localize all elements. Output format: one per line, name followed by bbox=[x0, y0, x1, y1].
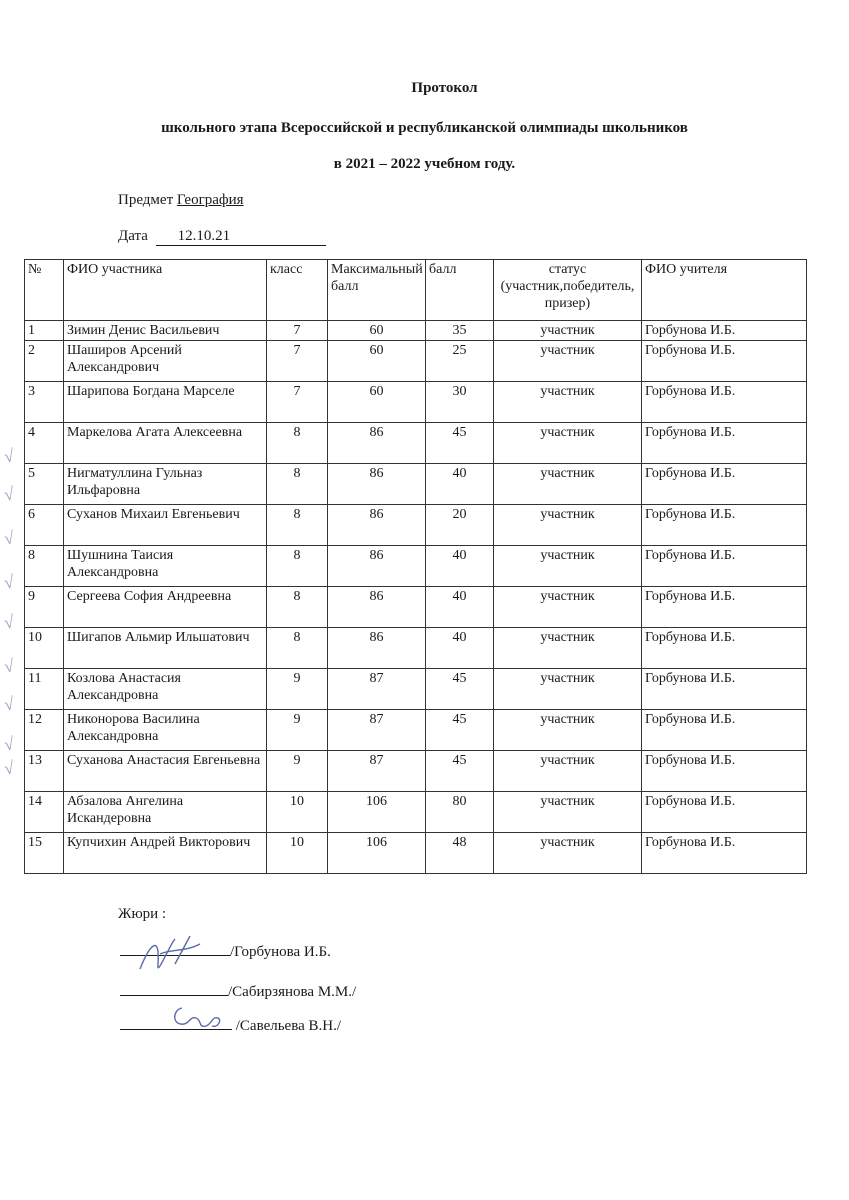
table-cell: 45 bbox=[426, 710, 494, 751]
academic-year: в 2021 – 2022 учебном году. bbox=[333, 156, 516, 172]
jury-member: /Савельева В.Н./ bbox=[235, 1018, 342, 1034]
table-cell: Горбунова И.Б. bbox=[642, 587, 807, 628]
column-header: балл bbox=[426, 260, 494, 321]
table-cell: Горбунова И.Б. bbox=[642, 833, 807, 874]
table-cell: Горбунова И.Б. bbox=[642, 792, 807, 833]
table-cell: Шушнина Таисия Александровна bbox=[64, 546, 267, 587]
table-cell: 8 bbox=[267, 423, 328, 464]
column-header: № bbox=[25, 260, 64, 321]
table-cell: Горбунова И.Б. bbox=[642, 382, 807, 423]
jury-member: /Сабирзянова М.М./ bbox=[228, 984, 357, 1000]
table-cell: 8 bbox=[267, 505, 328, 546]
column-header: Максимальный балл bbox=[328, 260, 426, 321]
date-value: 12.10.21 bbox=[156, 228, 326, 246]
check-mark: √ bbox=[2, 693, 16, 715]
table-cell: 60 bbox=[328, 382, 426, 423]
table-cell: 106 bbox=[328, 792, 426, 833]
table-cell: 9 bbox=[267, 669, 328, 710]
table-cell: 86 bbox=[328, 587, 426, 628]
table-cell: Купчихин Андрей Викторович bbox=[64, 833, 267, 874]
check-mark: √ bbox=[2, 655, 16, 677]
table-cell: 87 bbox=[328, 751, 426, 792]
table-cell: Зимин Денис Васильевич bbox=[64, 321, 267, 341]
signature-3-image bbox=[168, 998, 228, 1034]
table-cell: Горбунова И.Б. bbox=[642, 546, 807, 587]
table-row bbox=[25, 321, 807, 341]
table-cell: Горбунова И.Б. bbox=[642, 669, 807, 710]
table-cell: участник bbox=[494, 464, 642, 505]
table-row bbox=[25, 464, 807, 505]
table-cell: 8 bbox=[267, 464, 328, 505]
column-header: ФИО участника bbox=[64, 260, 267, 321]
check-mark: √ bbox=[2, 611, 16, 633]
table-row bbox=[25, 382, 807, 423]
table-row bbox=[25, 792, 807, 833]
signature-1-image bbox=[130, 924, 210, 984]
table-cell: 86 bbox=[328, 546, 426, 587]
table-cell: Горбунова И.Б. bbox=[642, 751, 807, 792]
table-cell: 11 bbox=[25, 669, 64, 710]
table-cell: участник bbox=[494, 628, 642, 669]
date-line bbox=[118, 228, 326, 246]
table-cell: 35 bbox=[426, 321, 494, 341]
table-cell: Горбунова И.Б. bbox=[642, 423, 807, 464]
table-header-row bbox=[25, 260, 807, 321]
table-cell: 80 bbox=[426, 792, 494, 833]
document-subtitle: школьного этапа Всероссийской и республиканской олимпиады школьников bbox=[161, 120, 688, 136]
table-cell: Маркелова Агата Алексеевна bbox=[64, 423, 267, 464]
table-cell: 4 bbox=[25, 423, 64, 464]
table-cell: участник bbox=[494, 833, 642, 874]
table-cell: 30 bbox=[426, 382, 494, 423]
document-title: Протокол bbox=[411, 80, 478, 96]
table-cell: Горбунова И.Б. bbox=[642, 341, 807, 382]
table-row bbox=[25, 546, 807, 587]
table-cell: 40 bbox=[426, 628, 494, 669]
table-cell: 14 bbox=[25, 792, 64, 833]
table-cell: участник bbox=[494, 710, 642, 751]
table-cell: 45 bbox=[426, 423, 494, 464]
table-cell: 20 bbox=[426, 505, 494, 546]
table-cell: 10 bbox=[267, 833, 328, 874]
table-cell: Никонорова Василина Александровна bbox=[64, 710, 267, 751]
table-cell: 3 bbox=[25, 382, 64, 423]
table-cell: 60 bbox=[328, 341, 426, 382]
table-cell: 12 bbox=[25, 710, 64, 751]
jury-signature-row bbox=[120, 1014, 341, 1035]
check-mark: √ bbox=[2, 733, 16, 755]
table-cell: участник bbox=[494, 321, 642, 341]
table-cell: Абзалова Ангелина Искандеровна bbox=[64, 792, 267, 833]
jury-label: Жюри : bbox=[118, 906, 167, 922]
table-row bbox=[25, 587, 807, 628]
table-cell: Горбунова И.Б. bbox=[642, 710, 807, 751]
table-cell: 8 bbox=[267, 587, 328, 628]
table-cell: 9 bbox=[267, 710, 328, 751]
table-cell: Суханова Анастасия Евгеньевна bbox=[64, 751, 267, 792]
table-cell: 45 bbox=[426, 669, 494, 710]
table-cell: Шарипова Богдана Марселе bbox=[64, 382, 267, 423]
check-mark: √ bbox=[2, 571, 16, 593]
check-mark: √ bbox=[2, 757, 16, 779]
table-cell: участник bbox=[494, 669, 642, 710]
table-cell: 86 bbox=[328, 628, 426, 669]
subject-line bbox=[118, 192, 244, 209]
table-cell: Горбунова И.Б. bbox=[642, 321, 807, 341]
table-cell: участник bbox=[494, 382, 642, 423]
table-cell: участник bbox=[494, 341, 642, 382]
table-cell: участник bbox=[494, 792, 642, 833]
table-cell: Суханов Михаил Евгеньевич bbox=[64, 505, 267, 546]
table-cell: 7 bbox=[267, 321, 328, 341]
table-cell: Козлова Анастасия Александровна bbox=[64, 669, 267, 710]
table-cell: 5 bbox=[25, 464, 64, 505]
table-cell: 86 bbox=[328, 505, 426, 546]
table-cell: 6 bbox=[25, 505, 64, 546]
date-label: Дата bbox=[118, 228, 148, 244]
table-cell: 40 bbox=[426, 546, 494, 587]
check-mark: √ bbox=[2, 527, 16, 549]
table-cell: 8 bbox=[267, 546, 328, 587]
table-cell: участник bbox=[494, 546, 642, 587]
table-cell: 9 bbox=[267, 751, 328, 792]
table-cell: 40 bbox=[426, 587, 494, 628]
column-header: статус (участник,победитель, призер) bbox=[494, 260, 642, 321]
table-cell: 60 bbox=[328, 321, 426, 341]
table-row bbox=[25, 505, 807, 546]
table-row bbox=[25, 669, 807, 710]
column-header: ФИО учителя bbox=[642, 260, 807, 321]
table-cell: 8 bbox=[25, 546, 64, 587]
table-row bbox=[25, 628, 807, 669]
table-cell: Шигапов Альмир Ильшатович bbox=[64, 628, 267, 669]
table-cell: 9 bbox=[25, 587, 64, 628]
table-cell: Сергеева София Андреевна bbox=[64, 587, 267, 628]
table-cell: 106 bbox=[328, 833, 426, 874]
table-cell: 87 bbox=[328, 669, 426, 710]
jury-member: /Горбунова И.Б. bbox=[230, 944, 331, 960]
table-cell: 7 bbox=[267, 382, 328, 423]
table-cell: участник bbox=[494, 587, 642, 628]
results-table bbox=[24, 259, 807, 874]
table-cell: 2 bbox=[25, 341, 64, 382]
table-cell: 86 bbox=[328, 464, 426, 505]
table-cell: 7 bbox=[267, 341, 328, 382]
table-cell: 45 bbox=[426, 751, 494, 792]
table-cell: 10 bbox=[267, 792, 328, 833]
subject-value: География bbox=[176, 192, 244, 208]
table-cell: 15 bbox=[25, 833, 64, 874]
table-cell: 48 bbox=[426, 833, 494, 874]
table-cell: Горбунова И.Б. bbox=[642, 628, 807, 669]
table-cell: Горбунова И.Б. bbox=[642, 505, 807, 546]
table-cell: 86 bbox=[328, 423, 426, 464]
table-cell: Горбунова И.Б. bbox=[642, 464, 807, 505]
table-cell: Нигматуллина Гульназ Ильфаровна bbox=[64, 464, 267, 505]
table-cell: участник bbox=[494, 505, 642, 546]
table-row bbox=[25, 751, 807, 792]
subject-label: Предмет bbox=[118, 192, 174, 208]
table-cell: Шаширов Арсений Александрович bbox=[64, 341, 267, 382]
table-cell: 25 bbox=[426, 341, 494, 382]
table-cell: 87 bbox=[328, 710, 426, 751]
table-row bbox=[25, 710, 807, 751]
table-cell: 1 bbox=[25, 321, 64, 341]
table-cell: 8 bbox=[267, 628, 328, 669]
table-cell: 13 bbox=[25, 751, 64, 792]
table-cell: 40 bbox=[426, 464, 494, 505]
column-header: класс bbox=[267, 260, 328, 321]
check-mark: √ bbox=[2, 483, 16, 505]
table-cell: 10 bbox=[25, 628, 64, 669]
table-row bbox=[25, 423, 807, 464]
table-cell: участник bbox=[494, 423, 642, 464]
table-row bbox=[25, 833, 807, 874]
table-row bbox=[25, 341, 807, 382]
check-mark: √ bbox=[2, 445, 16, 467]
table-cell: участник bbox=[494, 751, 642, 792]
